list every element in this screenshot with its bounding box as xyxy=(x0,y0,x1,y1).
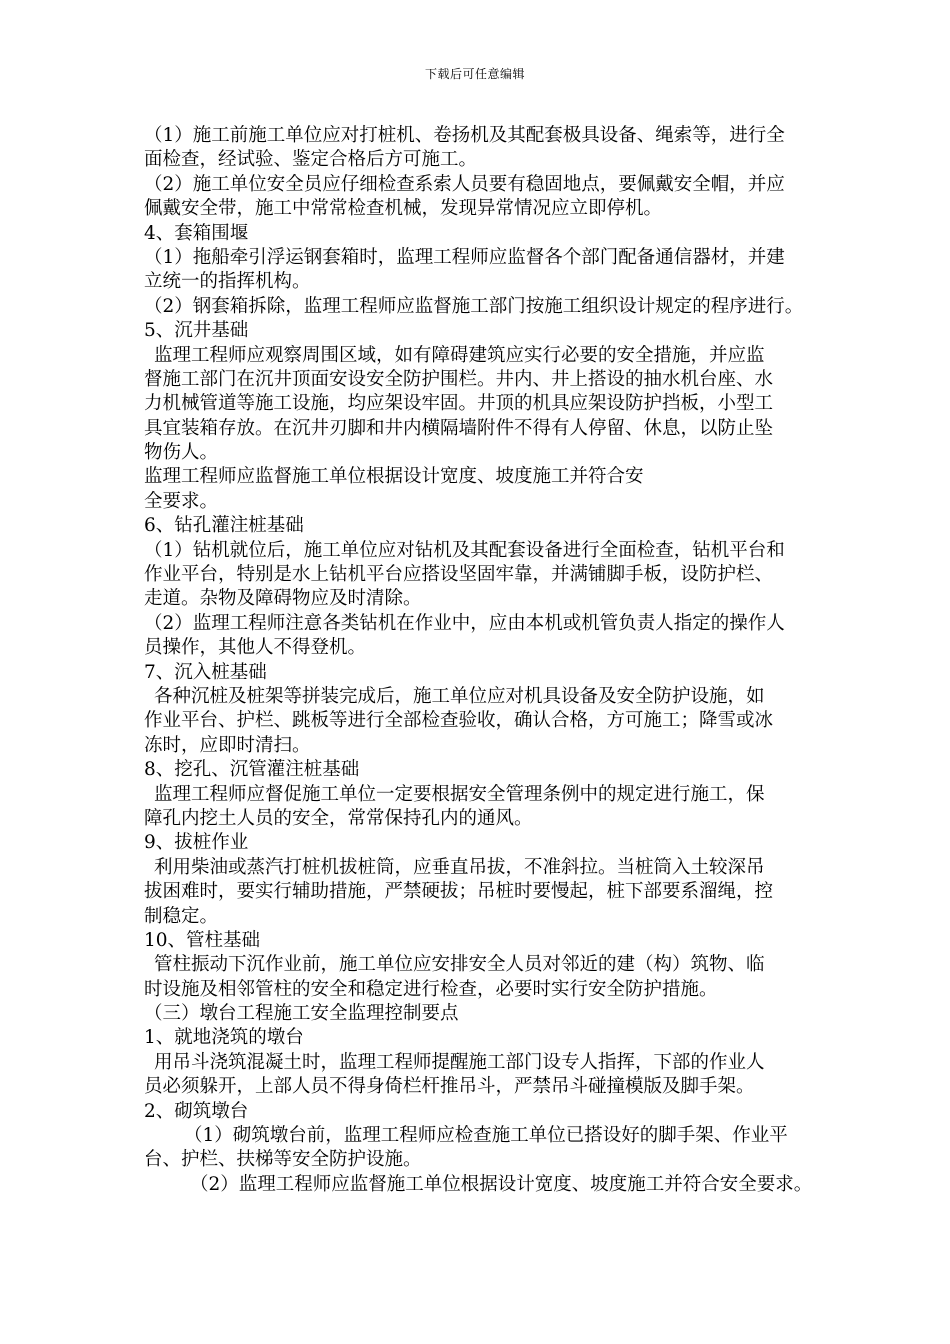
text-line: 10、管柱基础 xyxy=(144,929,261,951)
text-line: （1）施工前施工单位应对打桩机、卷扬机及其配套极具设备、绳索等，进行全 xyxy=(144,125,785,146)
text-line: 督施工部门在沉井顶面安设安全防护围栏。井内、井上搭设的抽水机台座、水 xyxy=(144,368,774,390)
text-line: 台、护栏、扶梯等安全防护设施。 xyxy=(144,1149,422,1171)
text-line: 佩戴安全带，施工中常常检查机械，发现异常情况应立即停机。 xyxy=(144,198,663,220)
text-line: 监理工程师应监督施工单位根据设计宽度、坡度施工并符合安 xyxy=(144,466,644,488)
text-line: 员操作，其他人不得登机。 xyxy=(144,637,367,659)
text-line: 2、砌筑墩台 xyxy=(144,1100,249,1122)
text-line: 用吊斗浇筑混凝土时，监理工程师提醒施工部门设专人指挥，下部的作业人 xyxy=(154,1051,765,1073)
text-line: 员必须躲开，上部人员不得身倚栏杆推吊斗，严禁吊斗碰撞模版及脚手架。 xyxy=(144,1076,755,1098)
text-line: 走道。杂物及障碍物应及时清除。 xyxy=(144,588,422,610)
text-line: 物伤人。 xyxy=(144,442,219,464)
text-line: 6、钻孔灌注桩基础 xyxy=(144,515,304,537)
text-line: （三）墩台工程施工安全监理控制要点 xyxy=(144,1003,459,1025)
text-line: （1）砌筑墩台前，监理工程师应检查施工单位已搭设好的脚手架、作业平 xyxy=(184,1125,788,1147)
text-line: 1、就地浇筑的墩台 xyxy=(144,1027,304,1049)
text-line: （2）监理工程师注意各类钻机在作业中，应由本机或机管负责人指定的操作人 xyxy=(144,612,785,634)
text-line: 时设施及相邻管柱的安全和稳定进行检查，必要时实行安全防护措施。 xyxy=(144,978,718,1000)
page-header-note: 下载后可任意编辑 xyxy=(424,67,525,81)
text-line: 8、挖孔、沉管灌注桩基础 xyxy=(144,759,360,781)
text-line: 作业平台、护栏、跳板等进行全部检查验收，确认合格，方可施工；降雪或冰 xyxy=(144,710,774,732)
text-line: 拔困难时，要实行辅助措施，严禁硬拔；吊桩时要慢起，桩下部要系溜绳，控 xyxy=(144,881,774,903)
text-line: （2）监理工程师应监督施工单位根据设计宽度、坡度施工并符合安全要求。 xyxy=(190,1173,813,1195)
text-line: （2）钢套箱拆除，监理工程师应监督施工部门按施工组织设计规定的程序进行。 xyxy=(144,295,804,317)
text-line: 面检查，经试验、鉴定合格后方可施工。 xyxy=(144,149,478,171)
text-line: 7、沉入桩基础 xyxy=(144,661,267,683)
text-line: 制稳定。 xyxy=(144,905,219,927)
text-line: 利用柴油或蒸汽打桩机拔桩筒，应垂直吊拔，不准斜拉。当桩筒入土较深吊 xyxy=(154,856,765,878)
text-line: 各种沉桩及桩架等拼装完成后，施工单位应对机具设备及安全防护设施，如 xyxy=(154,685,765,707)
text-line: （1）拖船牵引浮运钢套箱时，监理工程师应监督各个部门配备通信器材，并建 xyxy=(144,246,785,268)
text-line: 具宜装箱存放。在沉井刃脚和井内横隔墙附件不得有人停留、休息，以防止坠 xyxy=(144,417,774,439)
text-line: 作业平台，特别是水上钻机平台应搭设坚固牢靠，并满铺脚手板，设防护栏、 xyxy=(144,564,774,586)
text-line: 监理工程师应督促施工单位一定要根据安全管理条例中的规定进行施工，保 xyxy=(154,783,765,805)
text-line: 立统一的指挥机构。 xyxy=(144,271,311,293)
text-line: 全要求。 xyxy=(144,490,219,512)
text-line: （2）施工单位安全员应仔细检查系索人员要有稳固地点，要佩戴安全帽，并应 xyxy=(144,173,785,195)
text-line: 管柱振动下沉作业前，施工单位应安排安全人员对邻近的建（构）筑物、临 xyxy=(154,954,765,976)
text-line: 9、拔桩作业 xyxy=(144,832,249,854)
text-line: 冻时，应即时清扫。 xyxy=(144,734,311,756)
text-line: 力机械管道等施工设施，均应架设牢固。井顶的机具应架设防护挡板，小型工 xyxy=(144,393,774,415)
text-line: 监理工程师应观察周围区域，如有障碍建筑应实行必要的安全措施，并应监 xyxy=(154,344,765,366)
text-line: 4、套箱围堰 xyxy=(144,222,249,244)
document-body xyxy=(144,124,824,1197)
text-line: （1）钻机就位后，施工单位应对钻机及其配套设备进行全面检查，钻机平台和 xyxy=(144,539,785,561)
text-line: 障孔内挖土人员的安全，常常保持孔内的通风。 xyxy=(144,807,533,829)
text-line: 5、沉井基础 xyxy=(144,320,249,342)
